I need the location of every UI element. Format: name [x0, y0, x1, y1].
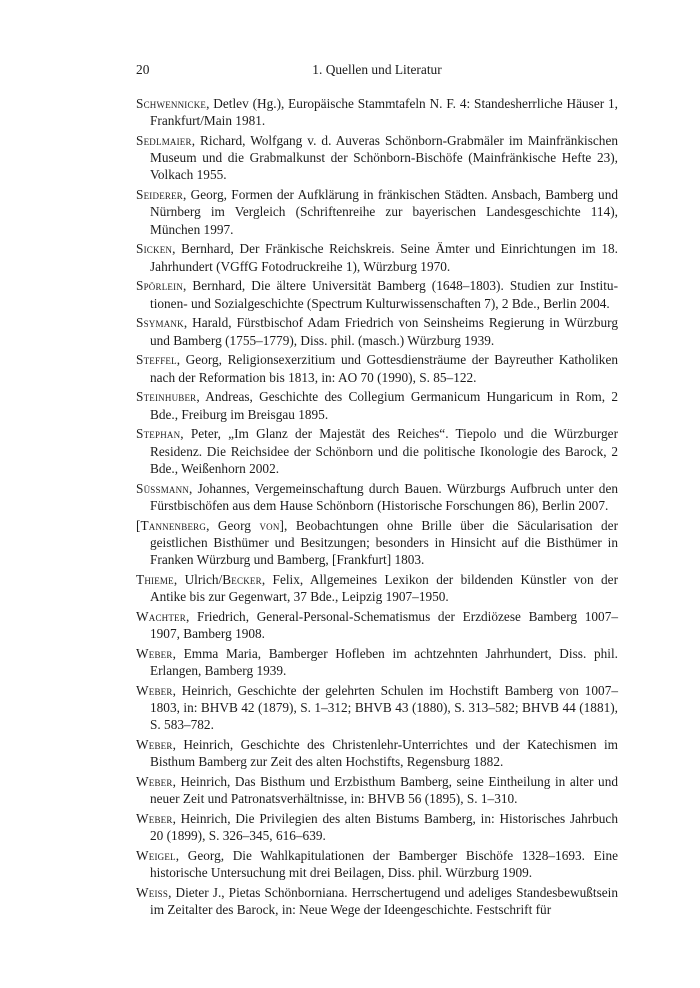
entry-text: , Heinrich, Die Privilegien des alten Bistums Bamberg, in: Historisches Jahrbuch 20 (1899), S. 326–345, 616–639. — [150, 811, 618, 844]
entry-text: , Heinrich, Das Bisthum und Erzbisthum Bamberg, seine Eintheilung in alter und neuer Zeit und Patronatsverhältnisse, in: BHVB 56 (1895), S. 1–310. — [150, 774, 618, 807]
entry-text: , Georg, Die Wahlkapitulationen der Bamberger Bischöfe 1328–1693. Eine historische Untersuchung mit drei Beilagen, Diss. phil. Würzburg 1909. — [150, 848, 618, 881]
bibliography-entry — [136, 186, 618, 238]
entry-author: Wachter — [136, 608, 186, 624]
entry-text: , Georg, Religionsexerzitium und Gottesdiensträume der Bayreuther Katholiken nach der Reformation bis 1813, in: AO 70 (1990), S. 85–122. — [150, 352, 618, 385]
entry-text: , Ulrich/ — [173, 571, 223, 587]
entry-text: , Bernhard, Die ältere Universität Bamberg (1648–1803). Studien zur Institutionen- und Sozialgeschichte (Spectrum Kulturwissenschaften 7), 2 Bde., Berlin 2004. — [150, 278, 618, 311]
entry-text-continued: , Felix, Allgemeines Lexikon der bildenden Künstler von der Antike bis zur Gegenwart, 37 Bde., Leipzig 1907–1950. — [150, 571, 618, 605]
bibliography-entry — [136, 425, 618, 477]
bibliography-entry — [136, 773, 618, 807]
entry-author: Weber — [136, 737, 173, 753]
entry-text: , Richard, Wolfgang v. d. Auveras Schönborn-Grabmäler im Mainfränkischen Museum und die Grabmalkunst der Schönborn-Bischöfe (Mainfränkische Hefte 23), Volkach 1955. — [150, 133, 618, 183]
entry-particle: von — [259, 517, 280, 533]
bibliography-entry — [136, 132, 618, 184]
bibliography-entry — [136, 314, 618, 348]
entry-author: Weigel — [136, 848, 176, 864]
entry-coauthor: Becker — [222, 571, 262, 587]
entry-text: , Detlev (Hg.), Europäische Stammtafeln N. F. 4: Standesherrliche Häuser 1, Frankfurt/Main 1981. — [150, 96, 618, 129]
bibliography-entry — [136, 480, 618, 514]
entry-text: , Peter, „Im Glanz der Majestät des Reiches“. Tiepolo und die Würzburger Residenz. Die Reichsidee der Schönborn und die politische Ikonologie des Barock, 2 Bde., Weißenhorn 2002. — [150, 426, 618, 476]
bibliography-entry — [136, 810, 618, 844]
entry-text: , Dieter J., Pietas Schönborniana. Herrschertugend und adeliges Standesbewußtsein im Zeitalter des Barock, in: Neue Wege der Ideengeschichte. Festschrift für — [150, 885, 618, 918]
entry-text-continued: ], Beobachtungen ohne Brille über die Säcularisation der geistlichen Bisthümer und Besitzungen; besonders in Hinsicht auf die Bisthümer in Franken Würzburg und Bamberg, [Frankfurt] 1803. — [150, 517, 618, 568]
entry-text: , Georg, Formen der Aufklärung in fränkischen Städten. Ansbach, Bamberg und Nürnberg im Vergleich (Schriftenreihe zur bayerischen Landesgeschichte 114), München 1997. — [150, 187, 618, 237]
entry-author: Weber — [136, 682, 173, 698]
entry-author: Sicken — [136, 241, 173, 257]
entry-text: , Heinrich, Geschichte des Christenlehr-Unterrichtes und der Katechismen im Bisthum Bamberg zur Zeit des alten Hochstifts, Regensburg 1882. — [150, 737, 618, 770]
running-head: 1. Quellen und Literatur — [312, 62, 442, 77]
entry-text: , Friedrich, General-Personal-Schematismus der Erzdiözese Bamberg 1007–1907, Bamberg 1908. — [150, 608, 618, 642]
entry-text: , Georg — [206, 517, 260, 533]
page-header — [136, 62, 618, 82]
entry-author: Weber — [136, 774, 173, 790]
entry-author: Weiss — [136, 885, 169, 901]
entry-author: Steinhuber — [136, 389, 197, 405]
bibliography-entry — [136, 736, 618, 770]
entry-text: , Andreas, Geschichte des Collegium Germanicum Hungaricum in Rom, 2 Bde., Freiburg im Breisgau 1895. — [150, 389, 618, 422]
entry-author: Thieme — [136, 571, 174, 587]
bibliography-entry — [136, 517, 618, 569]
bibliography-list — [136, 95, 618, 921]
entry-text: , Emma Maria, Bamberger Hofleben im achtzehnten Jahrhundert, Diss. phil. Erlangen, Bamberg 1939. — [150, 645, 618, 679]
entry-author: Süssmann — [136, 480, 190, 496]
entry-author: Tannenberg — [140, 517, 207, 533]
bibliography-entry — [136, 240, 618, 274]
bibliography-entry — [136, 884, 618, 918]
bibliography-entry — [136, 608, 618, 642]
entry-text: , Bernhard, Der Fränkische Reichskreis. Seine Ämter und Einrichtungen im 18. Jahrhundert (VGffG Fotodruckreihe 1), Würzburg 1970. — [150, 241, 618, 274]
entry-author: Seiderer — [136, 187, 183, 203]
entry-prefix: [ — [136, 517, 141, 533]
entry-text: , Heinrich, Geschichte der gelehrten Schulen im Hochstift Bamberg von 1007–1803, in: BHVB 42 (1879), S. 1–312; BHVB 43 (1880), S. 313–582; BHVB 44 (1881), S. 583–782. — [150, 682, 618, 733]
entry-author: Weber — [136, 645, 173, 661]
bibliography-entry — [136, 351, 618, 385]
entry-text: , Johannes, Vergemeinschaftung durch Bauen. Würzburgs Aufbruch unter den Fürstbischöfen aus dem Hause Schönborn (Historische Forschungen 86), Berlin 2007. — [150, 480, 618, 513]
bibliography-entry — [136, 645, 618, 679]
bibliography-entry — [136, 277, 618, 311]
bibliography-entry — [136, 682, 618, 734]
entry-author: Sedlmaier — [136, 133, 192, 148]
entry-author: Steffel — [136, 352, 177, 368]
page-number: 20 — [136, 62, 150, 77]
entry-author: Ssymank — [136, 315, 184, 331]
entry-text: , Harald, Fürstbischof Adam Friedrich von Seinsheims Regierung in Würzburg und Bamberg (1755–1779), Diss. phil. (masch.) Würzburg 1939. — [150, 315, 618, 348]
bibliography-entry — [136, 95, 618, 129]
bibliography-entry — [136, 847, 618, 881]
entry-author: Schwennicke — [136, 96, 207, 111]
bibliography-entry — [136, 571, 618, 605]
bibliography-entry — [136, 388, 618, 422]
entry-author: Stephan — [136, 426, 181, 442]
entry-author: Spörlein — [136, 278, 183, 294]
entry-author: Weber — [136, 811, 173, 827]
